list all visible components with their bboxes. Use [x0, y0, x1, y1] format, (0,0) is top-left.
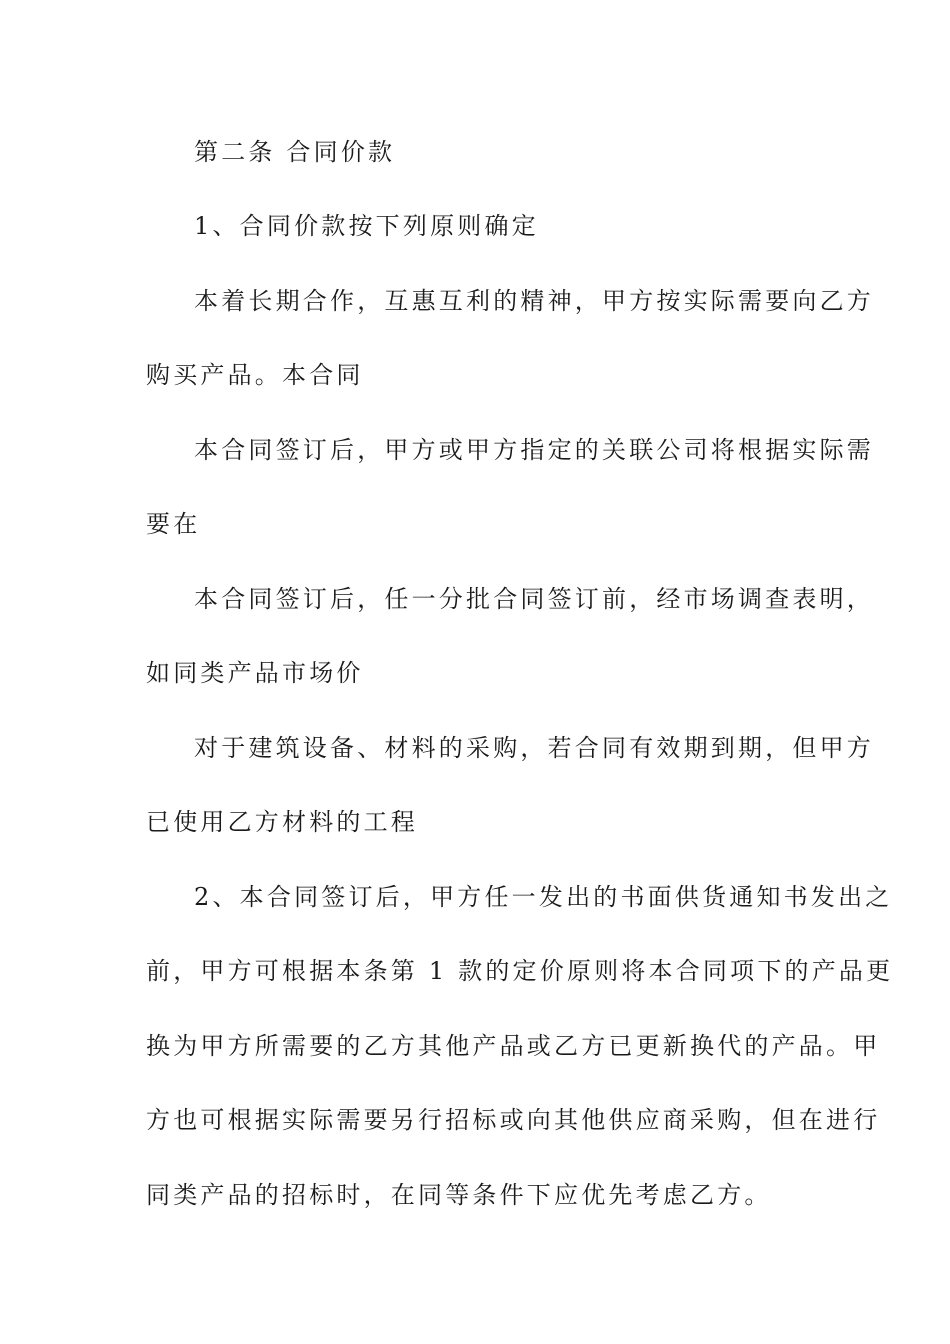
clause-1-heading: 1、合同价款按下列原则确定: [194, 212, 539, 240]
paragraph-line: 本合同签订后，甲方或甲方指定的关联公司将根据实际需: [194, 436, 874, 464]
clause-2-line: 同类产品的招标时，在同等条件下应优先考虑乙方。: [146, 1181, 772, 1209]
clause-2-line: 2、本合同签订后，甲方任一发出的书面供货通知书发出之: [194, 883, 893, 911]
paragraph-line: 购买产品。本合同: [146, 361, 364, 389]
section-heading: 第二条 合同价款: [194, 138, 396, 166]
clause-2-line: 换为甲方所需要的乙方其他产品或乙方已更新换代的产品。甲: [146, 1032, 881, 1060]
paragraph-line: 本合同签订后，任一分批合同签订前，经市场调查表明，: [194, 585, 874, 613]
clause-2-line: 方也可根据实际需要另行招标或向其他供应商采购，但在进行: [146, 1106, 881, 1134]
clause-2-line: 前，甲方可根据本条第 1 款的定价原则将本合同项下的产品更: [146, 957, 894, 985]
paragraph-line: 要在: [146, 510, 201, 538]
paragraph-line: 已使用乙方材料的工程: [146, 808, 418, 836]
paragraph-line: 本着长期合作，互惠互利的精神，甲方按实际需要向乙方: [194, 287, 874, 315]
paragraph-line: 如同类产品市场价: [146, 659, 364, 687]
paragraph-line: 对于建筑设备、材料的采购，若合同有效期到期，但甲方: [194, 734, 874, 762]
